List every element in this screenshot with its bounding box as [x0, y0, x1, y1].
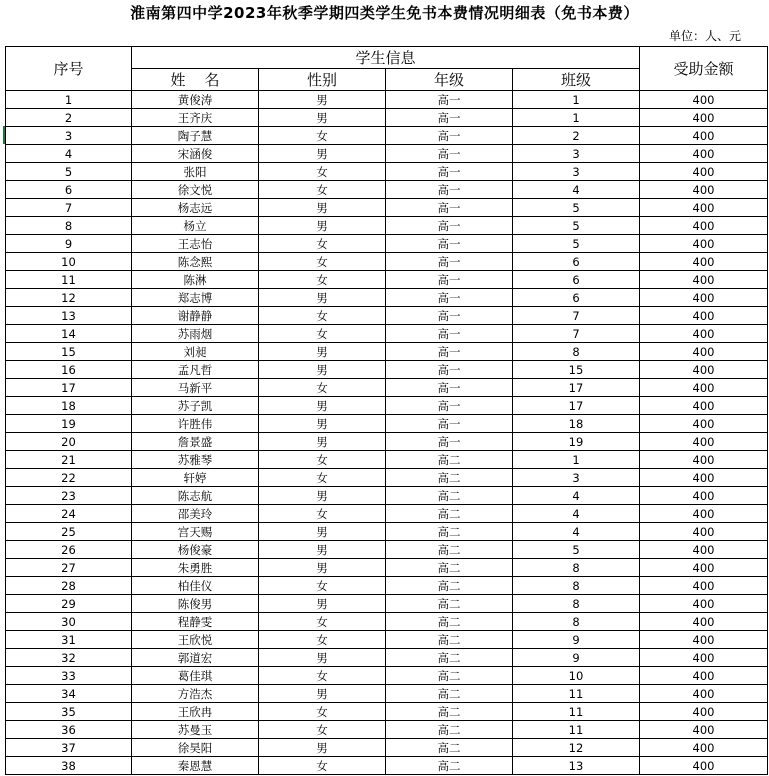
cell-class[interactable]: 15 — [513, 361, 640, 379]
cell-gender[interactable]: 男 — [259, 487, 386, 505]
cell-amount[interactable]: 400 — [640, 451, 768, 469]
cell-amount[interactable]: 400 — [640, 559, 768, 577]
table-row — [6, 379, 768, 397]
cell-grade[interactable]: 高一 — [386, 235, 513, 253]
cell-gender[interactable]: 女 — [259, 325, 386, 343]
cell-class[interactable]: 10 — [513, 667, 640, 685]
cell-gender[interactable]: 男 — [259, 739, 386, 757]
cell-seq[interactable]: 19 — [6, 415, 132, 433]
cell-class[interactable]: 9 — [513, 631, 640, 649]
cell-amount[interactable]: 400 — [640, 163, 768, 181]
cell-gender[interactable]: 女 — [259, 307, 386, 325]
cell-gender[interactable]: 男 — [259, 415, 386, 433]
cell-class[interactable]: 1 — [513, 109, 640, 127]
cell-seq[interactable]: 23 — [6, 487, 132, 505]
cell-gender[interactable]: 女 — [259, 505, 386, 523]
cell-name[interactable]: 陈淋 — [132, 271, 259, 289]
cell-gender[interactable]: 男 — [259, 343, 386, 361]
cell-name[interactable]: 陈志航 — [132, 487, 259, 505]
cell-seq[interactable]: 30 — [6, 613, 132, 631]
table-row — [6, 181, 768, 199]
cell-grade[interactable]: 高一 — [386, 289, 513, 307]
cell-class[interactable]: 4 — [513, 523, 640, 541]
cell-class[interactable]: 11 — [513, 685, 640, 703]
cell-grade[interactable]: 高二 — [386, 649, 513, 667]
cell-gender[interactable]: 男 — [259, 289, 386, 307]
cell-class[interactable]: 7 — [513, 325, 640, 343]
cell-name[interactable]: 徐文悦 — [132, 181, 259, 199]
cell-seq[interactable]: 3 — [6, 127, 132, 145]
cell-seq[interactable]: 9 — [6, 235, 132, 253]
cell-seq[interactable]: 36 — [6, 721, 132, 739]
cell-class[interactable]: 5 — [513, 199, 640, 217]
table-row — [6, 577, 768, 595]
cell-seq[interactable]: 32 — [6, 649, 132, 667]
header-class[interactable]: 班级 — [513, 69, 640, 91]
cell-grade[interactable]: 高一 — [386, 433, 513, 451]
cell-name[interactable]: 邵美玲 — [132, 505, 259, 523]
cell-grade[interactable]: 高一 — [386, 163, 513, 181]
cell-name[interactable]: 马新平 — [132, 379, 259, 397]
cell-class[interactable]: 17 — [513, 379, 640, 397]
cell-amount[interactable]: 400 — [640, 199, 768, 217]
cell-class[interactable]: 2 — [513, 127, 640, 145]
cell-grade[interactable]: 高一 — [386, 397, 513, 415]
cell-name[interactable]: 宫天赐 — [132, 523, 259, 541]
cell-amount[interactable]: 400 — [640, 487, 768, 505]
cell-class[interactable]: 5 — [513, 235, 640, 253]
cell-seq[interactable]: 4 — [6, 145, 132, 163]
cell-grade[interactable]: 高二 — [386, 739, 513, 757]
table-row — [6, 667, 768, 685]
cell-gender[interactable]: 男 — [259, 541, 386, 559]
header-gender[interactable]: 性别 — [259, 69, 386, 91]
cell-gender[interactable]: 男 — [259, 109, 386, 127]
cell-class[interactable]: 1 — [513, 91, 640, 109]
header-seq[interactable]: 序号 — [6, 47, 132, 91]
table-row — [6, 361, 768, 379]
table-row — [6, 397, 768, 415]
cell-seq[interactable]: 21 — [6, 451, 132, 469]
table-row — [6, 343, 768, 361]
table-row — [6, 217, 768, 235]
cell-seq[interactable]: 15 — [6, 343, 132, 361]
table-row — [6, 325, 768, 343]
cell-amount[interactable]: 400 — [640, 523, 768, 541]
cell-seq[interactable]: 37 — [6, 739, 132, 757]
cell-gender[interactable]: 男 — [259, 91, 386, 109]
cell-class[interactable]: 17 — [513, 397, 640, 415]
cell-gender[interactable]: 女 — [259, 379, 386, 397]
cell-name[interactable]: 詹景盛 — [132, 433, 259, 451]
cell-name[interactable]: 王欣冉 — [132, 703, 259, 721]
cell-gender[interactable]: 女 — [259, 271, 386, 289]
cell-grade[interactable]: 高一 — [386, 307, 513, 325]
cell-name[interactable]: 王齐庆 — [132, 109, 259, 127]
cell-amount[interactable]: 400 — [640, 649, 768, 667]
cell-gender[interactable]: 女 — [259, 667, 386, 685]
sheet-title: 淮南第四中学2023年秋季学期四类学生免书本费情况明细表（免书本费） — [130, 4, 639, 22]
cell-amount[interactable]: 400 — [640, 109, 768, 127]
cell-class[interactable]: 19 — [513, 433, 640, 451]
cell-class[interactable]: 6 — [513, 253, 640, 271]
cell-amount[interactable]: 400 — [640, 145, 768, 163]
cell-gender[interactable]: 男 — [259, 595, 386, 613]
cell-gender[interactable]: 女 — [259, 163, 386, 181]
cell-seq[interactable]: 2 — [6, 109, 132, 127]
table-row — [6, 757, 768, 775]
cell-amount[interactable]: 400 — [640, 235, 768, 253]
cell-name[interactable]: 杨志远 — [132, 199, 259, 217]
cell-seq[interactable]: 14 — [6, 325, 132, 343]
cell-amount[interactable]: 400 — [640, 595, 768, 613]
cell-grade[interactable]: 高二 — [386, 667, 513, 685]
cell-seq[interactable]: 25 — [6, 523, 132, 541]
cell-class[interactable]: 6 — [513, 289, 640, 307]
cell-seq[interactable]: 16 — [6, 361, 132, 379]
cell-gender[interactable]: 男 — [259, 361, 386, 379]
table-row — [6, 127, 768, 145]
data-table — [5, 46, 768, 775]
cell-grade[interactable]: 高一 — [386, 379, 513, 397]
cell-amount[interactable]: 400 — [640, 739, 768, 757]
cell-grade[interactable]: 高二 — [386, 523, 513, 541]
cell-amount[interactable]: 400 — [640, 433, 768, 451]
cell-seq[interactable]: 13 — [6, 307, 132, 325]
cell-name[interactable]: 朱勇胜 — [132, 559, 259, 577]
table-row — [6, 307, 768, 325]
cell-name[interactable]: 张阳 — [132, 163, 259, 181]
table-row — [6, 721, 768, 739]
cell-name[interactable]: 苏雅琴 — [132, 451, 259, 469]
table-row — [6, 289, 768, 307]
cell-class[interactable]: 18 — [513, 415, 640, 433]
cell-class[interactable]: 4 — [513, 181, 640, 199]
cell-grade[interactable]: 高二 — [386, 703, 513, 721]
cell-amount[interactable]: 400 — [640, 703, 768, 721]
cell-class[interactable]: 1 — [513, 451, 640, 469]
cell-seq[interactable]: 1 — [6, 91, 132, 109]
cell-name[interactable]: 孟凡哲 — [132, 361, 259, 379]
header-grade[interactable]: 年级 — [386, 69, 513, 91]
cell-gender[interactable]: 女 — [259, 577, 386, 595]
cell-grade[interactable]: 高二 — [386, 721, 513, 739]
cell-amount[interactable]: 400 — [640, 397, 768, 415]
cell-class[interactable]: 3 — [513, 145, 640, 163]
table-row — [6, 433, 768, 451]
cell-name[interactable]: 陈念熙 — [132, 253, 259, 271]
cell-name[interactable]: 杨立 — [132, 217, 259, 235]
table-row — [6, 631, 768, 649]
cell-seq[interactable]: 31 — [6, 631, 132, 649]
header-amount[interactable]: 受助金额 — [640, 47, 768, 91]
table-row — [6, 595, 768, 613]
table-body — [6, 47, 768, 775]
cell-name[interactable]: 陶子慧 — [132, 127, 259, 145]
cell-gender[interactable]: 男 — [259, 145, 386, 163]
cell-seq[interactable]: 28 — [6, 577, 132, 595]
cell-grade[interactable]: 高一 — [386, 91, 513, 109]
cell-grade[interactable]: 高二 — [386, 595, 513, 613]
cell-class[interactable]: 4 — [513, 487, 640, 505]
cell-amount[interactable]: 400 — [640, 127, 768, 145]
cell-grade[interactable]: 高一 — [386, 127, 513, 145]
cell-gender[interactable]: 男 — [259, 217, 386, 235]
cell-name[interactable]: 杨俊豪 — [132, 541, 259, 559]
cell-gender[interactable]: 男 — [259, 559, 386, 577]
cell-grade[interactable]: 高二 — [386, 541, 513, 559]
table-row — [6, 253, 768, 271]
cell-amount[interactable]: 400 — [640, 631, 768, 649]
cell-seq[interactable]: 35 — [6, 703, 132, 721]
table-row — [6, 163, 768, 181]
cell-class[interactable]: 4 — [513, 505, 640, 523]
cell-amount[interactable]: 400 — [640, 757, 768, 775]
cell-grade[interactable]: 高一 — [386, 415, 513, 433]
cell-name[interactable]: 方浩杰 — [132, 685, 259, 703]
cell-seq[interactable]: 34 — [6, 685, 132, 703]
cell-name[interactable]: 郭道宏 — [132, 649, 259, 667]
cell-grade[interactable]: 高二 — [386, 469, 513, 487]
cell-grade[interactable]: 高一 — [386, 217, 513, 235]
table-row — [6, 469, 768, 487]
cell-seq[interactable]: 29 — [6, 595, 132, 613]
cell-name[interactable]: 许胜伟 — [132, 415, 259, 433]
table-row — [6, 685, 768, 703]
cell-gender[interactable]: 男 — [259, 199, 386, 217]
cell-amount[interactable]: 400 — [640, 541, 768, 559]
cell-class[interactable]: 3 — [513, 469, 640, 487]
cell-amount[interactable]: 400 — [640, 361, 768, 379]
cell-name[interactable]: 王欣悦 — [132, 631, 259, 649]
cell-name[interactable]: 秦恩慧 — [132, 757, 259, 775]
cell-grade[interactable]: 高二 — [386, 631, 513, 649]
cell-class[interactable]: 6 — [513, 271, 640, 289]
cell-amount[interactable]: 400 — [640, 91, 768, 109]
cell-grade[interactable]: 高一 — [386, 145, 513, 163]
cell-amount[interactable]: 400 — [640, 271, 768, 289]
cell-seq[interactable]: 20 — [6, 433, 132, 451]
cell-seq[interactable]: 22 — [6, 469, 132, 487]
cell-seq[interactable]: 8 — [6, 217, 132, 235]
cell-amount[interactable]: 400 — [640, 379, 768, 397]
table-row — [6, 145, 768, 163]
table-row — [6, 559, 768, 577]
cell-grade[interactable]: 高二 — [386, 487, 513, 505]
cell-class[interactable]: 8 — [513, 343, 640, 361]
cell-class[interactable]: 11 — [513, 703, 640, 721]
table-row — [6, 415, 768, 433]
cell-grade[interactable]: 高一 — [386, 253, 513, 271]
cell-name[interactable]: 王志怡 — [132, 235, 259, 253]
cell-name[interactable]: 苏雨烟 — [132, 325, 259, 343]
table-row — [6, 451, 768, 469]
table-row — [6, 109, 768, 127]
cell-gender[interactable]: 女 — [259, 469, 386, 487]
table-row — [6, 613, 768, 631]
cell-seq[interactable]: 24 — [6, 505, 132, 523]
cell-amount[interactable]: 400 — [640, 469, 768, 487]
cell-amount[interactable]: 400 — [640, 415, 768, 433]
cell-gender[interactable]: 女 — [259, 451, 386, 469]
cell-seq[interactable]: 18 — [6, 397, 132, 415]
cell-gender[interactable]: 男 — [259, 397, 386, 415]
cell-name[interactable]: 宋涵俊 — [132, 145, 259, 163]
cell-grade[interactable]: 高一 — [386, 199, 513, 217]
cell-seq[interactable]: 5 — [6, 163, 132, 181]
cell-name[interactable]: 刘昶 — [132, 343, 259, 361]
cell-gender[interactable]: 男 — [259, 433, 386, 451]
cell-class[interactable]: 8 — [513, 595, 640, 613]
table-row — [6, 271, 768, 289]
cell-amount[interactable]: 400 — [640, 307, 768, 325]
cell-amount[interactable]: 400 — [640, 289, 768, 307]
cell-gender[interactable]: 女 — [259, 613, 386, 631]
cell-grade[interactable]: 高一 — [386, 361, 513, 379]
header-name[interactable]: 姓 名 — [132, 69, 259, 91]
cell-grade[interactable]: 高二 — [386, 757, 513, 775]
cell-name[interactable]: 徐昊阳 — [132, 739, 259, 757]
cell-grade[interactable]: 高二 — [386, 505, 513, 523]
cell-amount[interactable]: 400 — [640, 217, 768, 235]
unit-label: 单位：人、元 — [668, 29, 741, 43]
cell-seq[interactable]: 10 — [6, 253, 132, 271]
cell-class[interactable]: 13 — [513, 757, 640, 775]
table-row — [6, 649, 768, 667]
cell-amount[interactable]: 400 — [640, 667, 768, 685]
cell-grade[interactable]: 高二 — [386, 577, 513, 595]
cell-amount[interactable]: 400 — [640, 613, 768, 631]
cell-gender[interactable]: 女 — [259, 703, 386, 721]
table-row — [6, 739, 768, 757]
table-row — [6, 541, 768, 559]
cell-class[interactable]: 5 — [513, 541, 640, 559]
cell-seq[interactable]: 11 — [6, 271, 132, 289]
cell-grade[interactable]: 高一 — [386, 343, 513, 361]
cell-class[interactable]: 8 — [513, 577, 640, 595]
cell-name[interactable]: 柏佳仪 — [132, 577, 259, 595]
cell-name[interactable]: 葛佳琪 — [132, 667, 259, 685]
cell-name[interactable]: 黄俊涛 — [132, 91, 259, 109]
cell-seq[interactable]: 38 — [6, 757, 132, 775]
cell-gender[interactable]: 女 — [259, 631, 386, 649]
table-row — [6, 487, 768, 505]
cell-gender[interactable]: 女 — [259, 757, 386, 775]
cell-grade[interactable]: 高二 — [386, 451, 513, 469]
cell-amount[interactable]: 400 — [640, 577, 768, 595]
cell-class[interactable]: 12 — [513, 739, 640, 757]
cell-gender[interactable]: 女 — [259, 181, 386, 199]
table-row — [6, 199, 768, 217]
cell-grade[interactable]: 高一 — [386, 109, 513, 127]
cell-amount[interactable]: 400 — [640, 253, 768, 271]
cell-gender[interactable]: 女 — [259, 253, 386, 271]
cell-amount[interactable]: 400 — [640, 721, 768, 739]
cell-class[interactable]: 3 — [513, 163, 640, 181]
table-row — [6, 523, 768, 541]
cell-class[interactable]: 8 — [513, 613, 640, 631]
cell-grade[interactable]: 高二 — [386, 685, 513, 703]
cell-amount[interactable]: 400 — [640, 325, 768, 343]
cell-name[interactable]: 陈俊男 — [132, 595, 259, 613]
cell-class[interactable]: 9 — [513, 649, 640, 667]
cell-gender[interactable]: 女 — [259, 235, 386, 253]
cell-class[interactable]: 11 — [513, 721, 640, 739]
cell-gender[interactable]: 女 — [259, 127, 386, 145]
cell-gender[interactable]: 男 — [259, 685, 386, 703]
table-row — [6, 91, 768, 109]
table-row — [6, 703, 768, 721]
header-row-1 — [6, 47, 768, 69]
cell-gender[interactable]: 男 — [259, 649, 386, 667]
cell-seq[interactable]: 12 — [6, 289, 132, 307]
cell-name[interactable]: 苏曼玉 — [132, 721, 259, 739]
cell-grade[interactable]: 高一 — [386, 325, 513, 343]
cell-seq[interactable]: 6 — [6, 181, 132, 199]
cell-amount[interactable]: 400 — [640, 343, 768, 361]
cell-grade[interactable]: 高二 — [386, 613, 513, 631]
cell-amount[interactable]: 400 — [640, 685, 768, 703]
cell-name[interactable]: 谢静静 — [132, 307, 259, 325]
cell-class[interactable]: 7 — [513, 307, 640, 325]
cell-seq[interactable]: 17 — [6, 379, 132, 397]
cell-gender[interactable]: 女 — [259, 721, 386, 739]
cell-grade[interactable]: 高一 — [386, 181, 513, 199]
cell-grade[interactable]: 高一 — [386, 271, 513, 289]
cell-name[interactable]: 苏子凯 — [132, 397, 259, 415]
cell-class[interactable]: 8 — [513, 559, 640, 577]
cell-gender[interactable]: 男 — [259, 523, 386, 541]
cell-amount[interactable]: 400 — [640, 505, 768, 523]
cell-seq[interactable]: 27 — [6, 559, 132, 577]
cell-grade[interactable]: 高二 — [386, 559, 513, 577]
cell-class[interactable]: 5 — [513, 217, 640, 235]
table-row — [6, 505, 768, 523]
cell-seq[interactable]: 33 — [6, 667, 132, 685]
cell-amount[interactable]: 400 — [640, 181, 768, 199]
cell-name[interactable]: 轩婷 — [132, 469, 259, 487]
cell-seq[interactable]: 26 — [6, 541, 132, 559]
cell-name[interactable]: 郑志博 — [132, 289, 259, 307]
header-student-info[interactable]: 学生信息 — [132, 47, 640, 69]
cell-name[interactable]: 程静雯 — [132, 613, 259, 631]
table-row — [6, 235, 768, 253]
cell-seq[interactable]: 7 — [6, 199, 132, 217]
